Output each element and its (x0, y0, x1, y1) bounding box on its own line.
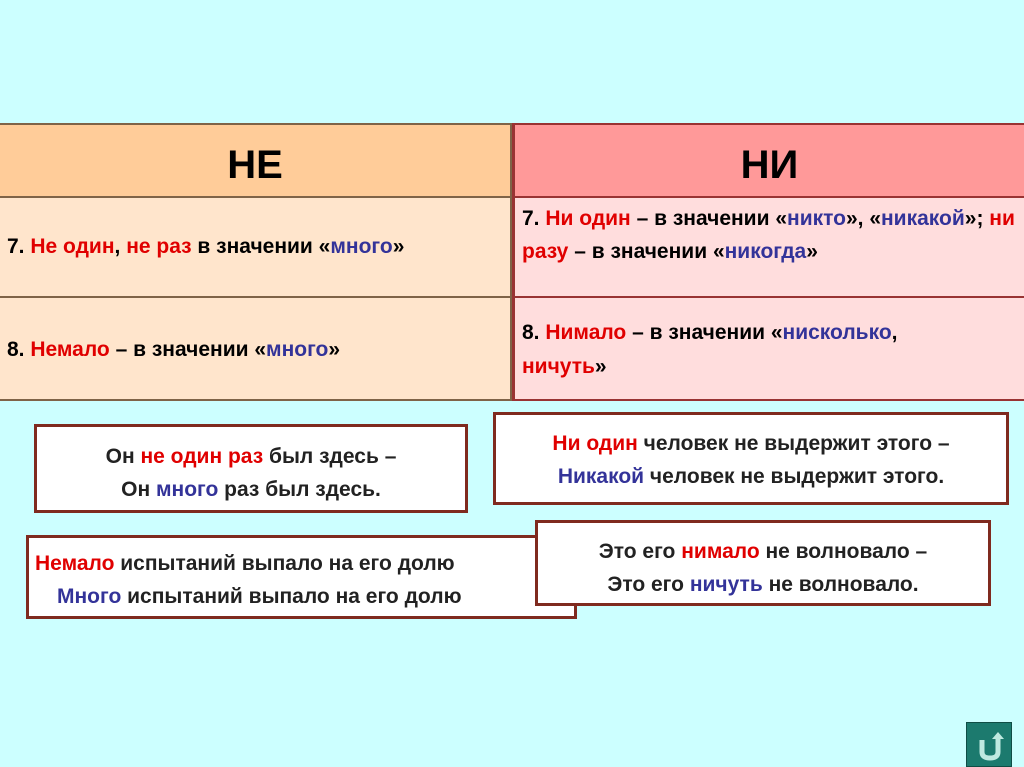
header-ni (512, 123, 1024, 198)
row8-ni-text: 8. Нимало – в значении «нисколько, ничуть» (522, 321, 898, 378)
return-button[interactable] (966, 722, 1012, 767)
row7-ne-text: 7. Не один, не раз в значении «много» (7, 235, 405, 258)
example-line: Он много раз был здесь. (121, 477, 381, 501)
example-line: Немало испытаний выпало на его долю (35, 552, 455, 575)
row7-ne-cell (0, 198, 512, 298)
example-box-nimalo (535, 520, 991, 606)
example-line: Это его нимало не волновало – (598, 540, 928, 563)
example-line: Ни один человек не выдержит этого – (552, 432, 950, 455)
example-box-nemalo (26, 535, 577, 619)
example-box-ne-odin (34, 424, 468, 513)
row7-ni-cell (512, 198, 1024, 298)
example-line: Много испытаний выпало на его долю (57, 584, 462, 608)
row7-ni-text: 7. Ни один – в значении «никто», «никакой»; ни разу – в значении «никогда» (522, 207, 1015, 264)
row8-ne-text: 8. Немало – в значении «много» (7, 338, 341, 361)
row8-ni-cell (512, 298, 1024, 401)
example-line: Он не один раз был здесь – (105, 445, 397, 468)
comparison-table (0, 123, 1024, 401)
example-line: Это его ничуть не волновало. (607, 572, 919, 596)
example-box-ni-odin (493, 412, 1009, 505)
header-ni-text: НИ (740, 143, 799, 187)
header-ne (0, 123, 512, 198)
row8-ne-cell (0, 298, 512, 401)
example-line: Никакой человек не выдержит этого. (557, 464, 945, 488)
return-arrow-icon (974, 730, 1006, 762)
header-ne-text: НЕ (227, 143, 283, 187)
